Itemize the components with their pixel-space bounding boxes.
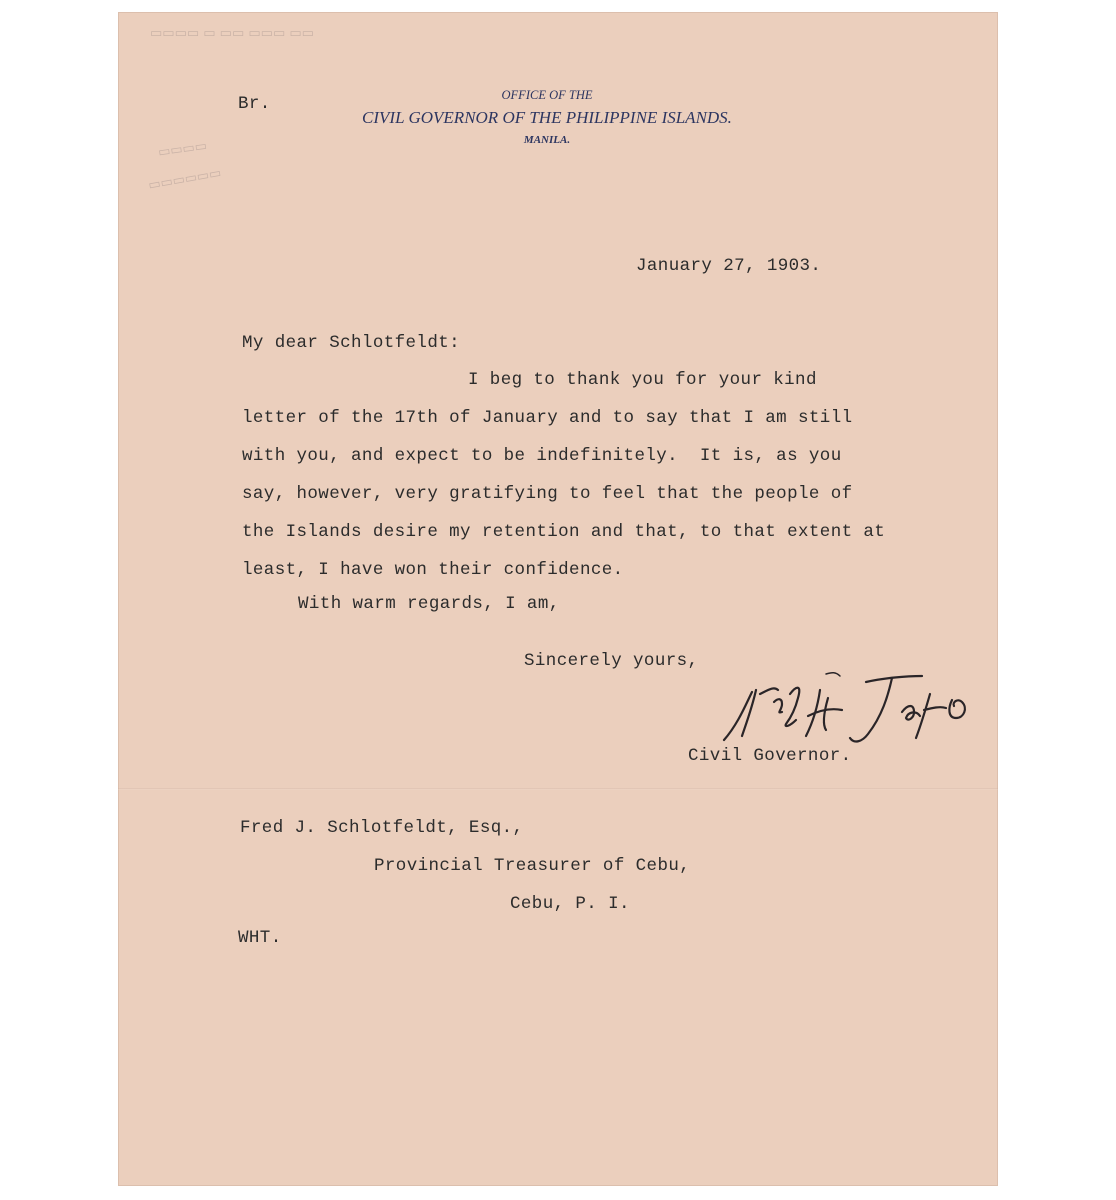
body-line: the Islands desire my retention and that, to that extent at <box>242 522 886 542</box>
reference-mark: Br. <box>238 94 271 114</box>
pencil-notation: ▭▭▭▭ <box>157 138 208 161</box>
pencil-notation: ▭▭▭▭▭▭ <box>147 165 223 194</box>
body-line: say, however, very gratifying to feel that the people of <box>242 484 853 504</box>
signer-title: Civil Governor. <box>688 746 852 766</box>
body-line: least, I have won their confidence. <box>242 560 624 580</box>
letterhead-office: OFFICE OF THE <box>501 88 593 102</box>
addressee-position: Provincial Treasurer of Cebu, <box>374 856 691 876</box>
signature <box>716 664 978 754</box>
fold-crease <box>118 788 998 790</box>
body-line: I beg to thank you for your kind <box>468 370 817 390</box>
letterhead-city: MANILA. <box>523 134 571 146</box>
letterhead-title: CIVIL GOVERNOR OF THE PHILIPPINE ISLANDS. <box>362 108 732 127</box>
pencil-notation: ▭▭▭▭ ▭ ▭▭ ▭▭▭ ▭▭ <box>150 26 314 41</box>
addressee-name: Fred J. Schlotfeldt, Esq., <box>240 818 524 838</box>
letter-date: January 27, 1903. <box>636 256 822 276</box>
body-line: letter of the 17th of January and to say that I am still <box>242 408 853 428</box>
closing-line: With warm regards, I am, <box>298 594 560 614</box>
body-line: with you, and expect to be indefinitely. It is, as you <box>242 446 842 466</box>
addressee-place: Cebu, P. I. <box>510 894 630 914</box>
salutation: My dear Schlotfeldt: <box>242 333 461 353</box>
letter-page <box>118 12 998 1186</box>
typist-initials: WHT. <box>238 928 282 948</box>
valediction: Sincerely yours, <box>524 651 699 671</box>
